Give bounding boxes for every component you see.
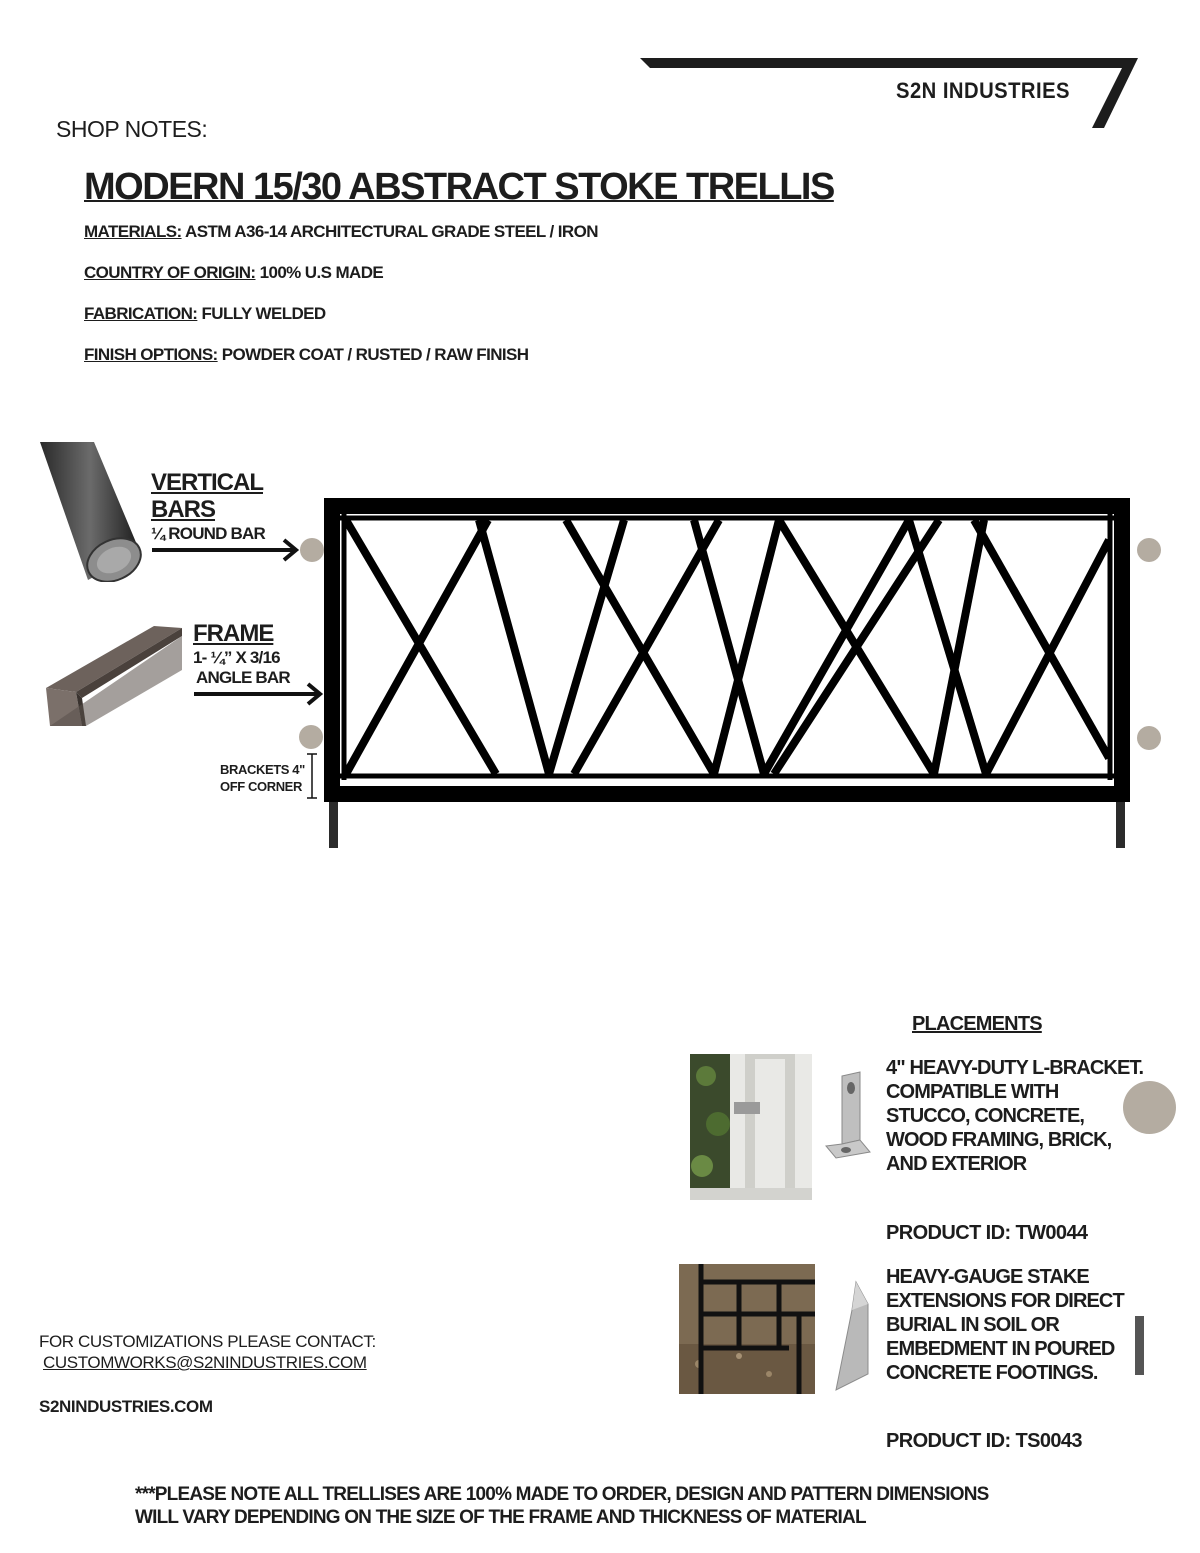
spec-value: 100% U.S MADE [255,263,384,282]
footer-note-line2: WILL VARY DEPENDING ON THE SIZE OF THE FRAME AND THICKNESS OF MATERIAL [135,1507,866,1528]
placement-description: HEAVY-GAUGE STAKE EXTENSIONS FOR DIRECT BURIAL IN SOIL OR EMBEDMENT IN POURED CONCRETE FOOTINGS. [886,1266,1124,1384]
frame-title: FRAME [193,620,274,647]
spec-value: POWDER COAT / RUSTED / RAW FINISH [217,345,529,364]
footer-note-line1: ***PLEASE NOTE ALL TRELLISES ARE 100% MADE TO ORDER, DESIGN AND PATTERN DIMENSIONS [135,1484,989,1505]
spec-label: MATERIALS: [84,222,182,241]
spec-materials [84,222,598,242]
footer-note [135,1483,1095,1529]
spec-value: FULLY WELDED [197,304,326,323]
vertical-bars-title-line2: BARS [151,496,216,523]
website-link[interactable]: S2NINDUSTRIES.COM [39,1397,213,1416]
l-bracket-photo [690,1054,812,1200]
arrow-right-icon [150,537,302,563]
vertical-bars-spec: ¼ ROUND BAR [151,524,265,543]
contact-note: FOR CUSTOMIZATIONS PLEASE CONTACT: [39,1332,376,1351]
contact-email-link[interactable]: CUSTOMWORKS@S2NINDUSTRIES.COM [43,1353,367,1372]
stake-marker [1135,1316,1144,1375]
vertical-bars-title [151,469,263,523]
placements-title: PLACEMENTS [912,1013,1042,1035]
frame-spec-line1: 1- ¼” X 3/16 [193,648,280,667]
brackets-note [220,761,305,795]
angle-bar-photo [46,626,186,732]
placement-product-id: PRODUCT ID: TW0044 [886,1222,1088,1244]
placement-dot [1123,1081,1176,1134]
shop-notes-label: SHOP NOTES: [56,116,208,142]
spec-label: FINISH OPTIONS: [84,345,218,364]
placement-description: 4" HEAVY-DUTY L-BRACKET. COMPATIBLE WITH STUCCO, CONCRETE, WOOD FRAMING, BRICK, AND EXTERIOR [886,1057,1144,1175]
brackets-note-line1: BRACKETS 4" [220,762,305,777]
company-name: S2N INDUSTRIES [896,78,1071,103]
spec-fabrication [84,304,326,324]
arrow-right-icon [192,681,326,707]
placement-product-id: PRODUCT ID: TS0043 [886,1430,1082,1452]
spec-finish [84,345,528,365]
round-bar-photo [22,442,144,582]
spec-label: COUNTRY OF ORIGIN: [84,263,256,282]
vertical-bars-title-line1: VERTICAL [151,469,263,496]
l-bracket-icon [824,1070,872,1162]
brackets-note-line2: OFF CORNER [220,779,302,794]
stake-icon [830,1280,874,1392]
bracket-dot [299,725,323,749]
bracket-dot [1137,538,1161,562]
spec-value: ASTM A36-14 ARCHITECTURAL GRADE STEEL / IRON [181,222,598,241]
spec-label: FABRICATION: [84,304,198,323]
page-title: MODERN 15/30 ABSTRACT STOKE TRELLIS [84,166,834,208]
bracket-dot [1137,726,1161,750]
stake-photo [679,1264,815,1394]
bracket-dot [300,538,324,562]
spec-country [84,263,383,283]
frame-spec-line2: ANGLE BAR [196,668,290,687]
trellis-drawing [324,496,1132,852]
dimension-marker [304,752,320,800]
